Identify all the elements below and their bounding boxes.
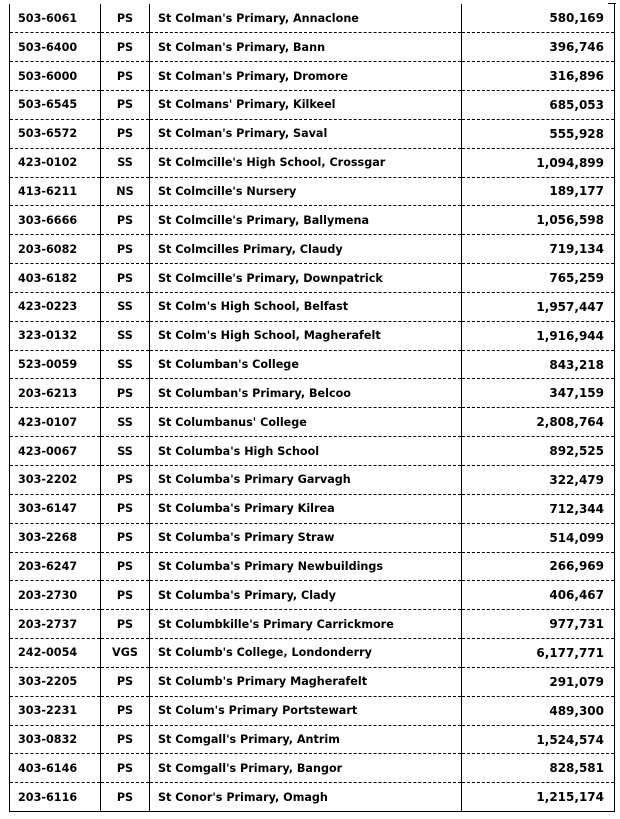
school-type-cell: PS <box>101 119 150 148</box>
school-name-cell: St Columb's College, Londonderry <box>150 639 462 668</box>
table-row <box>10 581 614 610</box>
school-type-cell: PS <box>101 581 150 610</box>
school-ref-cell: 242-0054 <box>10 639 101 668</box>
amount-cell: 6,177,771 <box>462 639 615 668</box>
table-row <box>10 610 614 639</box>
table-row <box>10 264 614 293</box>
table-row <box>10 523 614 552</box>
school-ref-cell: 303-2268 <box>10 523 101 552</box>
school-type-cell: PS <box>101 696 150 725</box>
school-name-cell: St Colman's Primary, Bann <box>150 33 462 62</box>
school-type-cell: PS <box>101 754 150 783</box>
school-name-cell: St Colmcille's Primary, Ballymena <box>150 206 462 235</box>
school-type-cell: SS <box>101 408 150 437</box>
school-type-cell: PS <box>101 494 150 523</box>
table-row <box>10 292 614 321</box>
table-row <box>10 4 614 33</box>
funding-table-sheet <box>9 4 615 812</box>
amount-cell: 1,215,174 <box>462 783 615 812</box>
school-ref-cell: 303-6666 <box>10 206 101 235</box>
school-ref-cell: 403-6146 <box>10 754 101 783</box>
amount-cell: 712,344 <box>462 494 615 523</box>
amount-cell: 406,467 <box>462 581 615 610</box>
school-ref-cell: 423-0223 <box>10 292 101 321</box>
school-ref-cell: 303-2205 <box>10 667 101 696</box>
school-type-cell: PS <box>101 33 150 62</box>
school-name-cell: St Columb's Primary Magherafelt <box>150 667 462 696</box>
table-row <box>10 119 614 148</box>
table-row <box>10 62 614 91</box>
school-ref-cell: 503-6000 <box>10 62 101 91</box>
school-name-cell: St Colm's High School, Belfast <box>150 292 462 321</box>
amount-cell: 765,259 <box>462 264 615 293</box>
amount-cell: 1,957,447 <box>462 292 615 321</box>
school-name-cell: St Colmans' Primary, Kilkeel <box>150 91 462 120</box>
table-row <box>10 379 614 408</box>
table-row <box>10 696 614 725</box>
amount-cell: 189,177 <box>462 177 615 206</box>
school-type-cell: PS <box>101 725 150 754</box>
table-row <box>10 350 614 379</box>
amount-cell: 266,969 <box>462 552 615 581</box>
school-ref-cell: 403-6182 <box>10 264 101 293</box>
table-row <box>10 321 614 350</box>
school-name-cell: St Columbkille's Primary Carrickmore <box>150 610 462 639</box>
amount-cell: 514,099 <box>462 523 615 552</box>
school-name-cell: St Colman's Primary, Saval <box>150 119 462 148</box>
school-type-cell: PS <box>101 667 150 696</box>
school-type-cell: PS <box>101 91 150 120</box>
amount-cell: 316,896 <box>462 62 615 91</box>
amount-cell: 347,159 <box>462 379 615 408</box>
school-ref-cell: 413-6211 <box>10 177 101 206</box>
table-row <box>10 91 614 120</box>
school-type-cell: PS <box>101 552 150 581</box>
school-type-cell: SS <box>101 292 150 321</box>
school-name-cell: St Colmcille's High School, Crossgar <box>150 148 462 177</box>
school-type-cell: SS <box>101 321 150 350</box>
table-row <box>10 408 614 437</box>
school-funding-table <box>10 4 614 812</box>
amount-cell: 1,916,944 <box>462 321 615 350</box>
table-row <box>10 783 614 812</box>
school-ref-cell: 323-0132 <box>10 321 101 350</box>
amount-cell: 2,808,764 <box>462 408 615 437</box>
table-row <box>10 437 614 466</box>
amount-cell: 685,053 <box>462 91 615 120</box>
school-name-cell: St Conor's Primary, Omagh <box>150 783 462 812</box>
school-type-cell: PS <box>101 235 150 264</box>
amount-cell: 1,524,574 <box>462 725 615 754</box>
school-type-cell: PS <box>101 62 150 91</box>
school-name-cell: St Colm's High School, Magherafelt <box>150 321 462 350</box>
school-type-cell: VGS <box>101 639 150 668</box>
table-body <box>10 4 614 812</box>
school-ref-cell: 203-6116 <box>10 783 101 812</box>
school-name-cell: St Columba's Primary Straw <box>150 523 462 552</box>
school-ref-cell: 503-6545 <box>10 91 101 120</box>
school-ref-cell: 423-0102 <box>10 148 101 177</box>
school-type-cell: PS <box>101 4 150 33</box>
school-name-cell: St Colmcille's Primary, Downpatrick <box>150 264 462 293</box>
school-type-cell: PS <box>101 523 150 552</box>
school-ref-cell: 203-2730 <box>10 581 101 610</box>
table-row <box>10 725 614 754</box>
table-row <box>10 33 614 62</box>
school-name-cell: St Comgall's Primary, Antrim <box>150 725 462 754</box>
school-type-cell: NS <box>101 177 150 206</box>
school-name-cell: St Colman's Primary, Annaclone <box>150 4 462 33</box>
school-ref-cell: 203-6082 <box>10 235 101 264</box>
school-ref-cell: 303-2231 <box>10 696 101 725</box>
school-name-cell: St Colum's Primary Portstewart <box>150 696 462 725</box>
table-row <box>10 148 614 177</box>
school-ref-cell: 423-0067 <box>10 437 101 466</box>
school-ref-cell: 303-2202 <box>10 466 101 495</box>
school-ref-cell: 203-2737 <box>10 610 101 639</box>
school-ref-cell: 203-6247 <box>10 552 101 581</box>
amount-cell: 555,928 <box>462 119 615 148</box>
amount-cell: 580,169 <box>462 4 615 33</box>
table-row <box>10 552 614 581</box>
amount-cell: 719,134 <box>462 235 615 264</box>
table-row <box>10 206 614 235</box>
amount-cell: 843,218 <box>462 350 615 379</box>
table-row <box>10 235 614 264</box>
school-type-cell: PS <box>101 610 150 639</box>
amount-cell: 322,479 <box>462 466 615 495</box>
school-name-cell: St Colmcilles Primary, Claudy <box>150 235 462 264</box>
school-type-cell: PS <box>101 264 150 293</box>
amount-cell: 1,056,598 <box>462 206 615 235</box>
school-name-cell: St Colmcille's Nursery <box>150 177 462 206</box>
school-name-cell: St Columba's High School <box>150 437 462 466</box>
amount-cell: 291,079 <box>462 667 615 696</box>
amount-cell: 1,094,899 <box>462 148 615 177</box>
school-type-cell: PS <box>101 466 150 495</box>
school-ref-cell: 503-6400 <box>10 33 101 62</box>
school-ref-cell: 203-6213 <box>10 379 101 408</box>
amount-cell: 396,746 <box>462 33 615 62</box>
table-row <box>10 466 614 495</box>
school-ref-cell: 503-6572 <box>10 119 101 148</box>
school-name-cell: St Columbanus' College <box>150 408 462 437</box>
school-ref-cell: 503-6061 <box>10 4 101 33</box>
school-ref-cell: 303-6147 <box>10 494 101 523</box>
school-name-cell: St Columban's College <box>150 350 462 379</box>
school-type-cell: SS <box>101 437 150 466</box>
amount-cell: 828,581 <box>462 754 615 783</box>
table-row <box>10 494 614 523</box>
school-name-cell: St Columba's Primary Garvagh <box>150 466 462 495</box>
school-name-cell: St Comgall's Primary, Bangor <box>150 754 462 783</box>
table-row <box>10 667 614 696</box>
school-name-cell: St Columba's Primary, Clady <box>150 581 462 610</box>
table-row <box>10 754 614 783</box>
school-type-cell: PS <box>101 206 150 235</box>
school-ref-cell: 523-0059 <box>10 350 101 379</box>
school-ref-cell: 423-0107 <box>10 408 101 437</box>
table-row <box>10 639 614 668</box>
school-type-cell: SS <box>101 148 150 177</box>
amount-cell: 977,731 <box>462 610 615 639</box>
amount-cell: 489,300 <box>462 696 615 725</box>
amount-cell: 892,525 <box>462 437 615 466</box>
school-type-cell: PS <box>101 783 150 812</box>
school-name-cell: St Colman's Primary, Dromore <box>150 62 462 91</box>
school-name-cell: St Columba's Primary Kilrea <box>150 494 462 523</box>
school-type-cell: PS <box>101 379 150 408</box>
table-row <box>10 177 614 206</box>
school-ref-cell: 303-0832 <box>10 725 101 754</box>
school-name-cell: St Columban's Primary, Belcoo <box>150 379 462 408</box>
school-type-cell: SS <box>101 350 150 379</box>
school-name-cell: St Columba's Primary Newbuildings <box>150 552 462 581</box>
